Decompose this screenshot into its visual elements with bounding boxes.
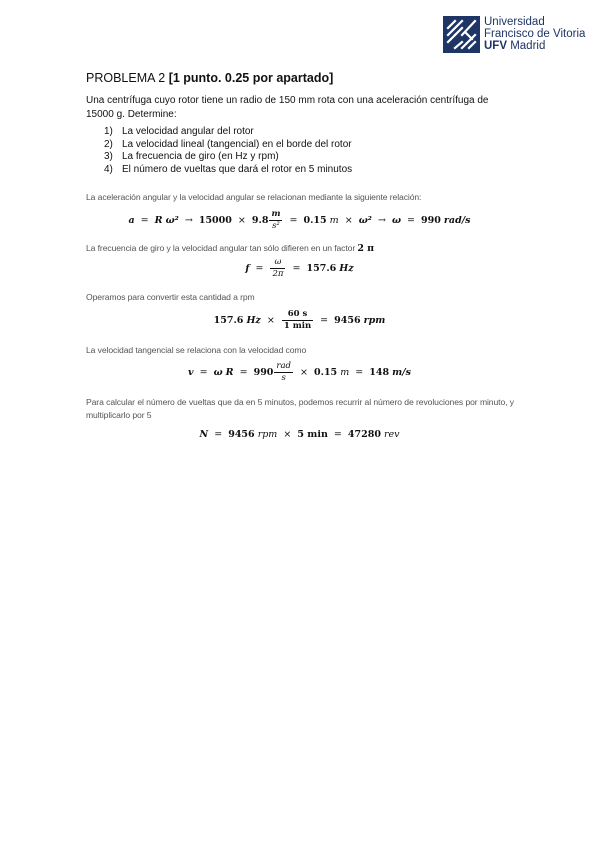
solution-paragraph-4: La velocidad tangencial se relaciona con la velocidad como xyxy=(86,345,307,355)
equation-4: v = ω R = 990 $\frac{\text{rad}}{s}$ × 0.15 m = 148 m/s xyxy=(188,361,411,383)
solution-paragraph-1: La aceleración angular y la velocidad angular se relacionan mediante la siguiente relación: xyxy=(86,192,422,202)
ufv-logo xyxy=(443,16,586,56)
equation-3: 157.6 Hz × $\frac{60 s}{1 \min}$ = 9456 rpm xyxy=(213,309,386,331)
logo-line-3: UFV Madrid xyxy=(484,40,546,52)
solution-paragraph-2: La frecuencia de giro y la velocidad angular tan sólo difieren en un factor 2 π xyxy=(86,243,374,254)
logo-line-1: Universidad xyxy=(484,16,545,28)
question-list xyxy=(104,126,352,176)
ufv-logo-mark-icon xyxy=(443,16,480,53)
list-item: 2) La velocidad lineal (tangencial) en el borde del rotor xyxy=(104,138,352,150)
equation-2: f = $\frac{\omega}{2\pi}$ = 157.6 Hz xyxy=(245,257,354,279)
problem-title: PROBLEMA 2 [1 punto. 0.25 por apartado] xyxy=(86,71,334,85)
list-item: 3) La frecuencia de giro (en Hz y rpm) xyxy=(104,151,279,162)
list-item: 4) El número de vueltas que dará el rotor en 5 minutos xyxy=(104,163,353,175)
equation-1: a = R ω² → 15000 × 9.8 m s² = 0.15 m × ω² → ω = 990 rad/s xyxy=(128,209,471,231)
logo-line-2: Francisco de Vitoria xyxy=(484,28,586,40)
ufv-logo-text xyxy=(484,16,584,52)
problem-statement: Una centrífuga cuyo rotor tiene un radio de 150 mm rota con una aceleración centrífuga de 15000 g. Determine: xyxy=(86,95,489,120)
solution-paragraph-5: Para calcular el número de vueltas que da en 5 minutos, podemos recurrir al número de revoluciones por minuto, y multiplicarlo por 5 xyxy=(86,397,514,420)
list-item: 1) La velocidad angular del rotor xyxy=(104,126,254,137)
solution-paragraph-3: Operamos para convertir esta cantidad a rpm xyxy=(86,292,255,302)
equation-5: N = 9456 rpm × 5 min = 47280 rev xyxy=(199,429,400,440)
